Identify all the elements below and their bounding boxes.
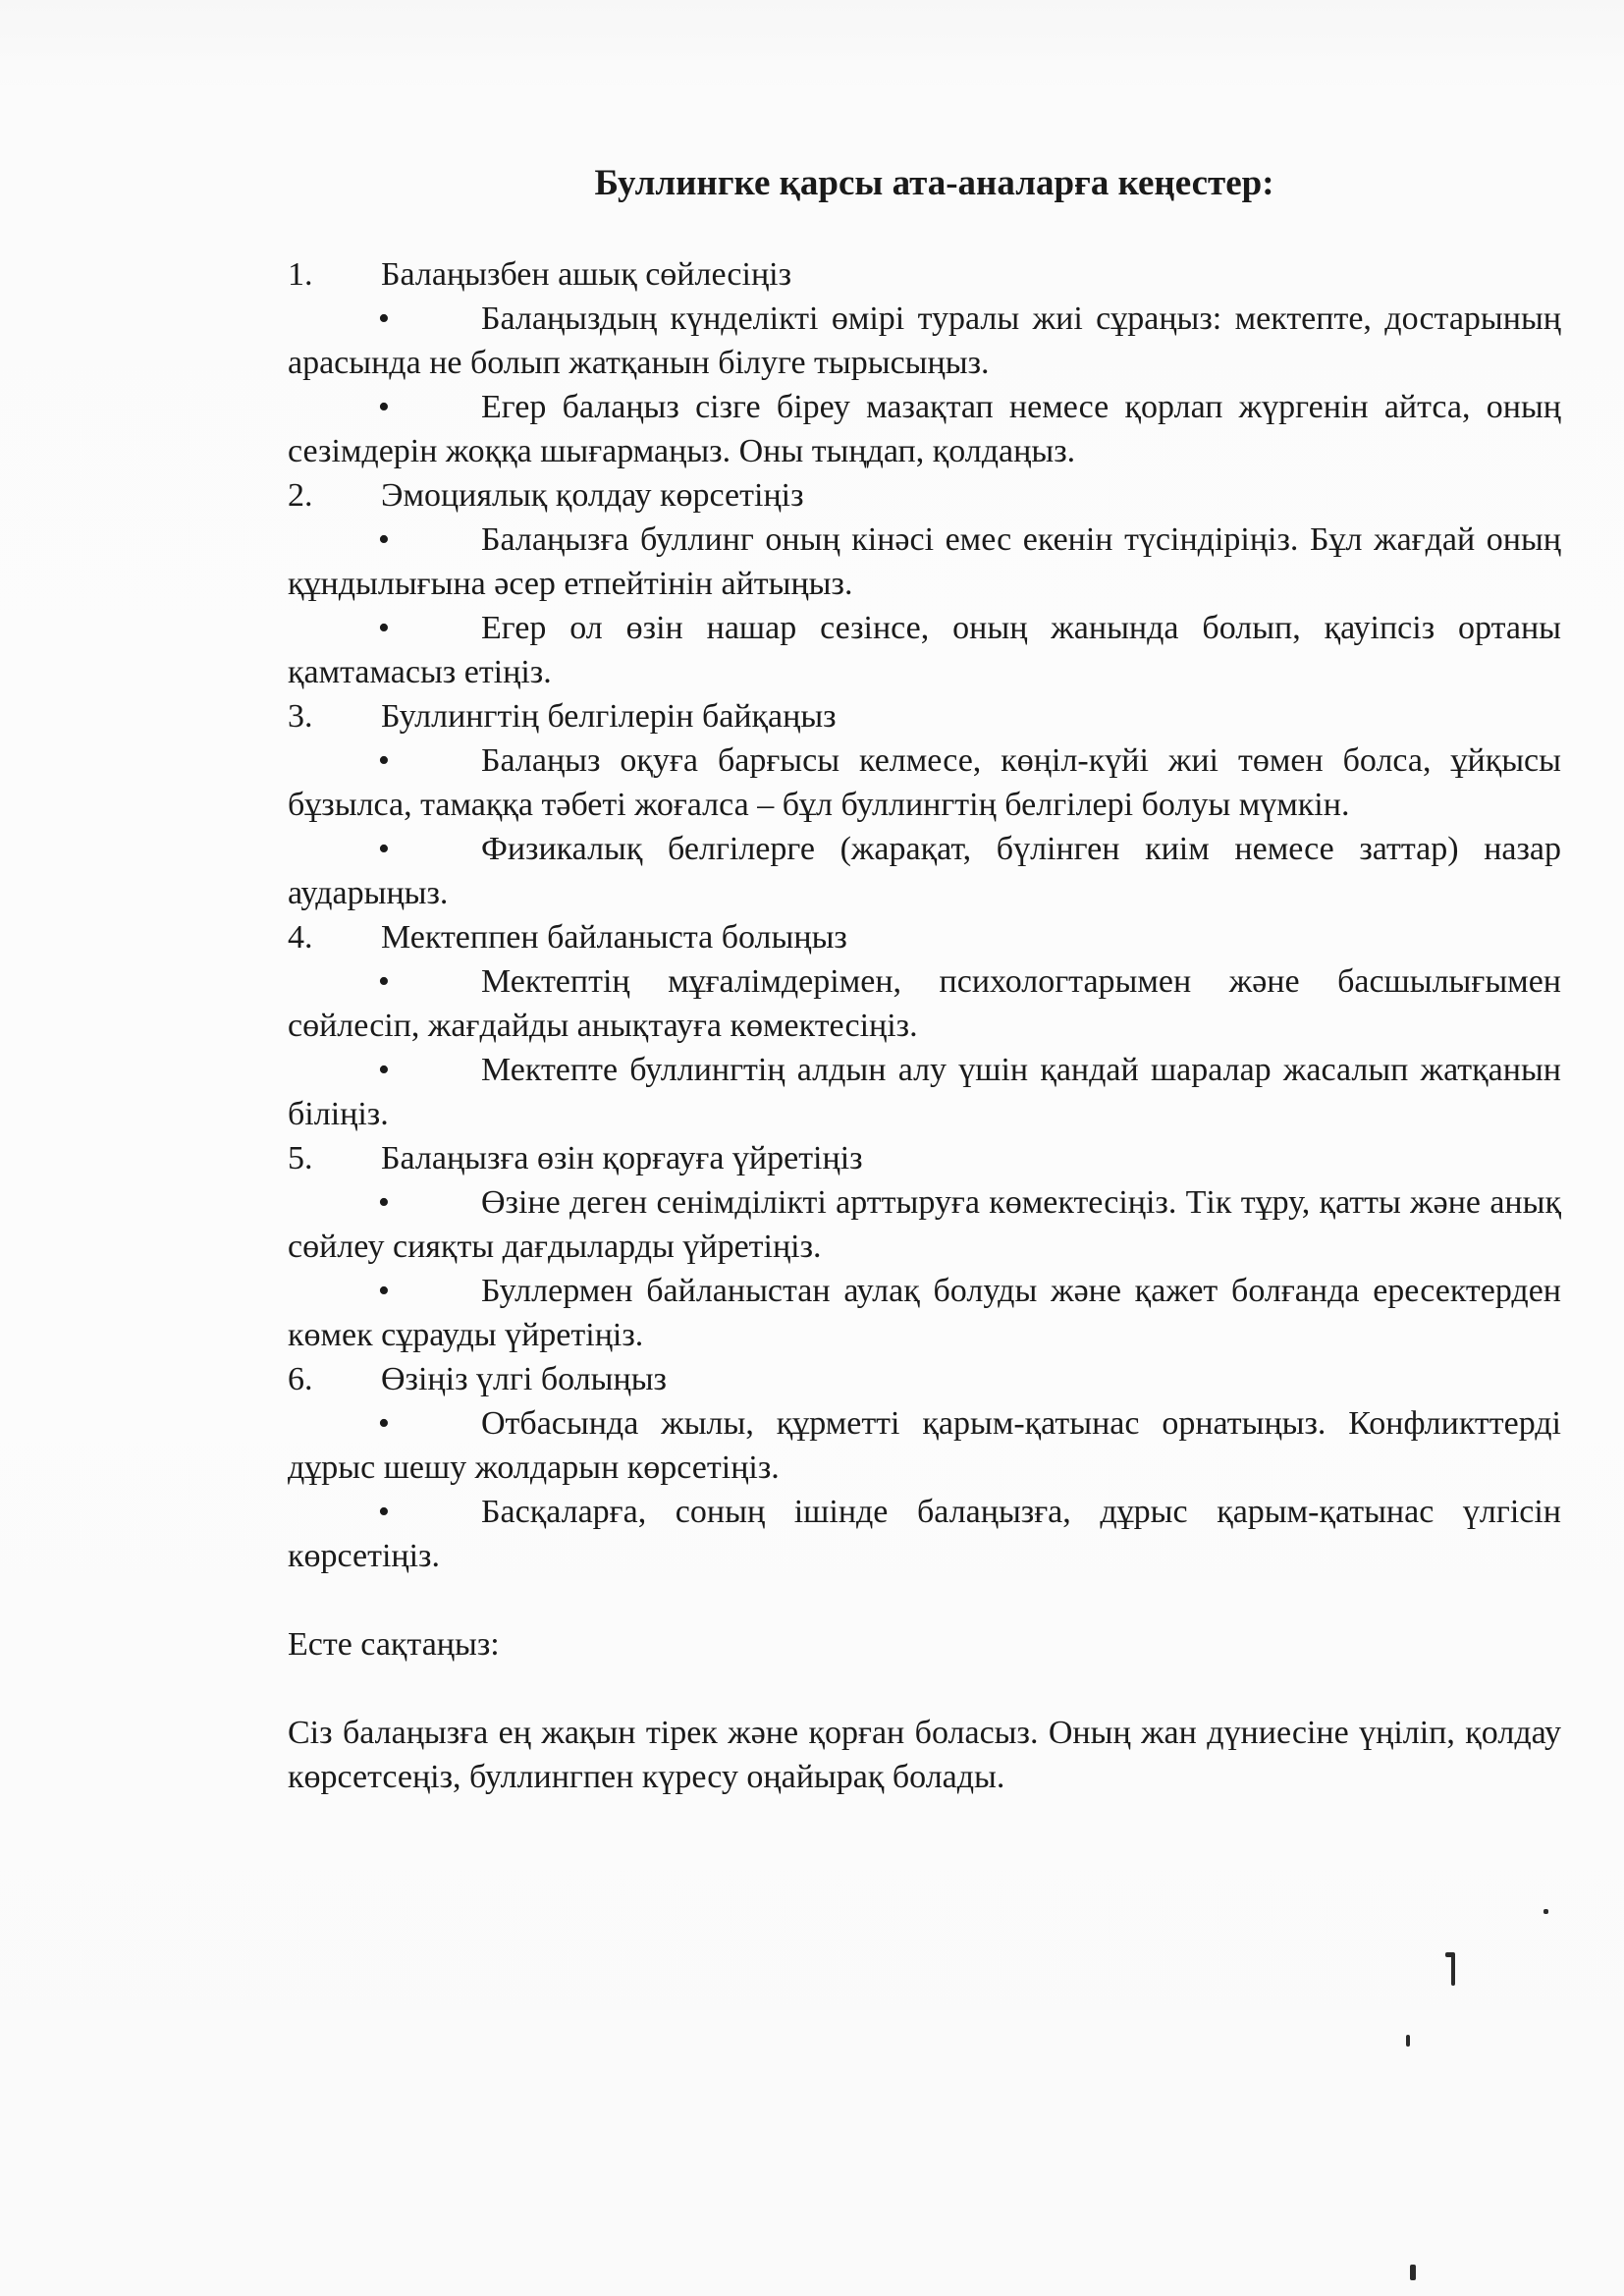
section-heading — [288, 1136, 1561, 1180]
document-title: Буллингке қарсы ата-аналарға кеңестер: — [594, 163, 1274, 203]
section-heading — [288, 915, 1561, 959]
section-3 — [288, 694, 1561, 915]
scan-speck — [1451, 1954, 1455, 1986]
scan-speck — [1406, 2035, 1410, 2047]
section-title: Эмоциялық қолдау көрсетіңіз — [381, 477, 804, 514]
section-4 — [288, 915, 1561, 1136]
section-5 — [288, 1136, 1561, 1357]
section-title: Өзіңіз үлгі болыңыз — [381, 1361, 667, 1397]
bullet-item — [288, 1490, 1561, 1578]
section-heading — [288, 694, 1561, 738]
section-2 — [288, 473, 1561, 694]
section-heading — [288, 252, 1561, 297]
scan-speck — [1543, 1909, 1548, 1914]
bullet-item — [288, 738, 1561, 827]
section-title: Балаңызға өзін қорғауға үйретіңіз — [381, 1140, 863, 1176]
bullet-marker: • — [378, 831, 390, 867]
bullet-marker: • — [378, 521, 390, 558]
bullet-marker: • — [378, 963, 390, 1000]
bullet-item — [288, 518, 1561, 606]
bullet-marker: • — [378, 389, 390, 425]
closing-paragraph: Сіз балаңызға ең жақын тірек және қорған боласыз. Оның жан дүниесіне үңіліп, қолдау көрсетсеңіз, буллингпен күресу оңайырақ болады. — [288, 1715, 1561, 1795]
section-heading — [288, 1357, 1561, 1401]
bullet-marker: • — [378, 301, 390, 337]
bullet-text: Балаңызға буллинг оның кінәсі емес екенін түсіндіріңіз. Бұл жағдай оның құндылығына әсер етпейтінін айтыңыз. — [288, 521, 1561, 602]
bullet-item — [288, 385, 1561, 473]
bullet-text: Отбасында жылы, құрметті қарым-қатынас орнатыңыз. Конфликттерді дұрыс шешу жолдарын көрсетіңіз. — [288, 1405, 1561, 1486]
bullet-text: Егер ол өзін нашар сезінсе, оның жанында болып, қауіпсіз ортаны қамтамасыз етіңіз. — [288, 610, 1561, 690]
bullet-item — [288, 1048, 1561, 1136]
bullet-item — [288, 959, 1561, 1048]
bullet-text: Егер балаңыз сізге біреу мазақтап немесе қорлап жүргенін айтса, оның сезімдерін жоққа шығармаңыз. Оны тыңдап, қолдаңыз. — [288, 389, 1561, 469]
bullet-text: Мектептің мұғалімдерімен, психологтарымен және басшылығымен сөйлесіп, жағдайды анықтауға көмектесіңіз. — [288, 963, 1561, 1044]
bullet-text: Физикалық белгілерге (жарақат, бүлінген киім немесе заттар) назар аударыңыз. — [288, 831, 1561, 911]
bullet-marker: • — [378, 742, 390, 779]
bullet-text: Өзіне деген сенімділікті арттыруға көмектесіңіз. Тік тұру, қатты және анық сөйлеу сияқты дағдыларды үйретіңіз. — [288, 1184, 1561, 1265]
bullet-marker: • — [378, 1184, 390, 1221]
bullet-marker: • — [378, 1494, 390, 1530]
bullet-text: Балаңыз оқуға барғысы келмесе, көңіл-күйі жиі төмен болса, ұйқысы бұзылса, тамаққа тәбеті жоғалса – бұл буллингтің белгілері болуы мүмкін. — [288, 742, 1561, 823]
bullet-item — [288, 827, 1561, 915]
bullet-marker: • — [378, 1052, 390, 1088]
bullet-text: Балаңыздың күнделікті өмірі туралы жиі сұраңыз: мектепте, достарының арасында не болып жатқанын білуге тырысыңыз. — [288, 301, 1561, 381]
section-number: 2. — [288, 477, 313, 514]
scan-speck — [1445, 1952, 1455, 1957]
section-6 — [288, 1357, 1561, 1578]
section-heading — [288, 473, 1561, 518]
section-number: 6. — [288, 1361, 313, 1397]
bullet-marker: • — [378, 1273, 390, 1309]
section-number: 1. — [288, 256, 313, 293]
section-title: Буллингтің белгілерін байқаңыз — [381, 698, 837, 735]
section-1 — [288, 252, 1561, 473]
bullet-item — [288, 606, 1561, 694]
bullet-marker: • — [378, 610, 390, 646]
bullet-item — [288, 1269, 1561, 1357]
bullet-marker: • — [378, 1405, 390, 1442]
section-number: 3. — [288, 698, 313, 735]
bullet-text: Басқаларға, соның ішінде балаңызға, дұрыс қарым-қатынас үлгісін көрсетіңіз. — [288, 1494, 1561, 1574]
bullet-item — [288, 1401, 1561, 1490]
section-title: Мектеппен байланыста болыңыз — [381, 919, 847, 956]
bullet-text: Буллермен байланыстан аулақ болуды және қажет болғанда ересектерден көмек сұрауды үйретіңіз. — [288, 1273, 1561, 1353]
bullet-item — [288, 1180, 1561, 1269]
section-number: 4. — [288, 919, 313, 956]
scan-speck — [1410, 2265, 1416, 2280]
document-content — [288, 147, 1561, 1799]
section-title: Балаңызбен ашық сөйлесіңіз — [381, 256, 792, 293]
section-number: 5. — [288, 1140, 313, 1176]
reminder-label: Есте сақтаңыз: — [288, 1626, 500, 1663]
bullet-item — [288, 297, 1561, 385]
bullet-text: Мектепте буллингтің алдын алу үшін қандай шаралар жасалып жатқанын біліңіз. — [288, 1052, 1561, 1132]
